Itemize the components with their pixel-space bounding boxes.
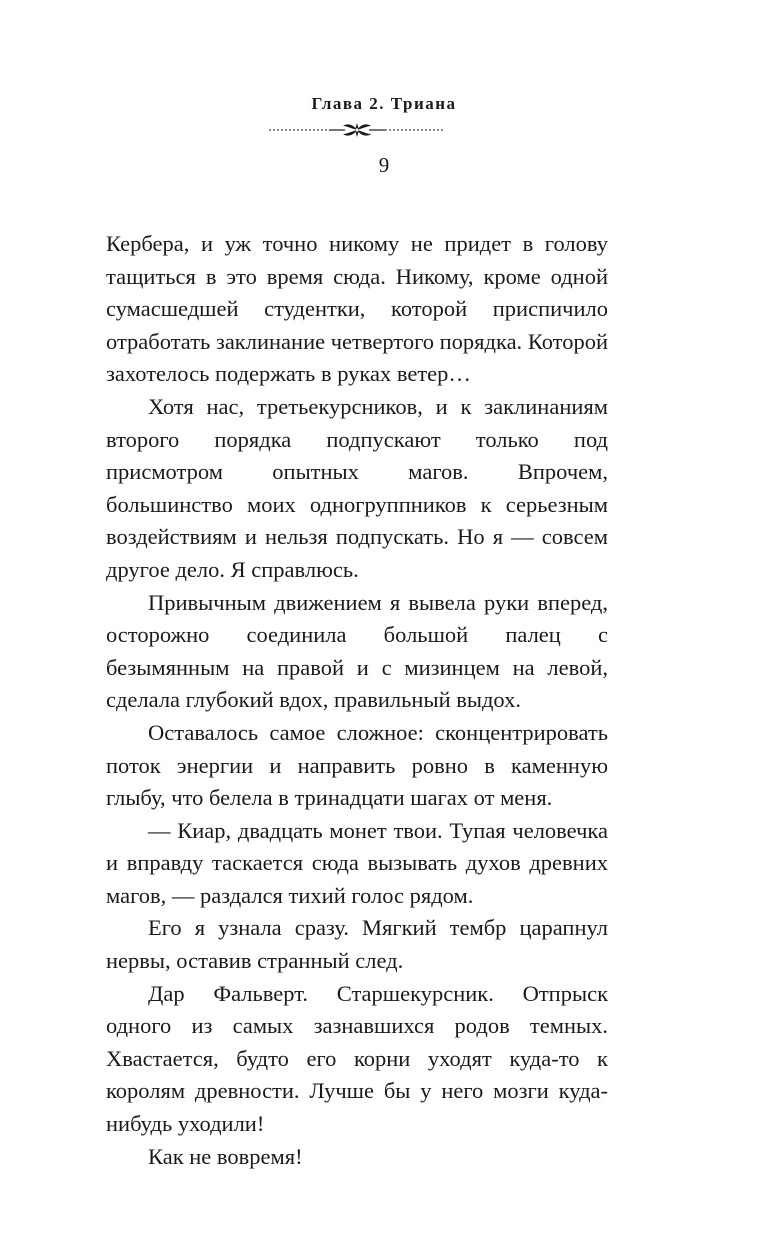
body-text — [106, 228, 608, 1173]
paragraph-2: Хотя нас, третьекурсников, и к заклинаниям второго порядка подпускают только под присмотром опытных магов. Впрочем, большинство моих одногруппников к серьезным воздействиям и нельзя подпускать. Но я — совсем другое дело. Я справлюсь. — [106, 393, 608, 582]
paragraph-1: Кербера, и уж точно никому не придет в голову тащиться в это время сюда. Никому, кроме одной сумасшедшей студентки, которой приспичило отработать заклинание четвертого порядка. Которой захотелось подержать в руках ветер… — [106, 231, 608, 387]
paragraph-5: — Киар, двадцать монет твои. Тупая человечка и вправду таскается сюда вызывать духов древних магов, — раздался тихий голос рядом. — [106, 817, 608, 908]
paragraph-3: Привычным движением я вывела руки вперед, осторожно соединила большой палец с безымянным на правой и с мизинцем на левой, сделала глубокий вдох, правильный выдох. — [106, 589, 608, 713]
paragraph-6: Его я узнала сразу. Мягкий тембр царапнул нервы, оставив странный след. — [106, 915, 608, 974]
page-number: 9 — [378, 153, 390, 177]
fleuron-divider-icon — [267, 120, 447, 140]
paragraph-4: Оставалось самое сложное: сконцентрировать поток энергии и направить ровно в каменную глыбу, что белела в тринадцати шагах от меня. — [106, 719, 608, 811]
chapter-title: Глава 2. Триана — [311, 94, 457, 113]
paragraph-8: Как не вовремя! — [148, 1143, 303, 1169]
paragraph-7: Дар Фальверт. Старшекурсник. Отпрыск одного из самых зазнавшихся родов темных. Хвастается, будто его корни уходят куда-то к королям древности. Лучше бы у него мозги куда-нибудь уходили! — [106, 980, 608, 1137]
